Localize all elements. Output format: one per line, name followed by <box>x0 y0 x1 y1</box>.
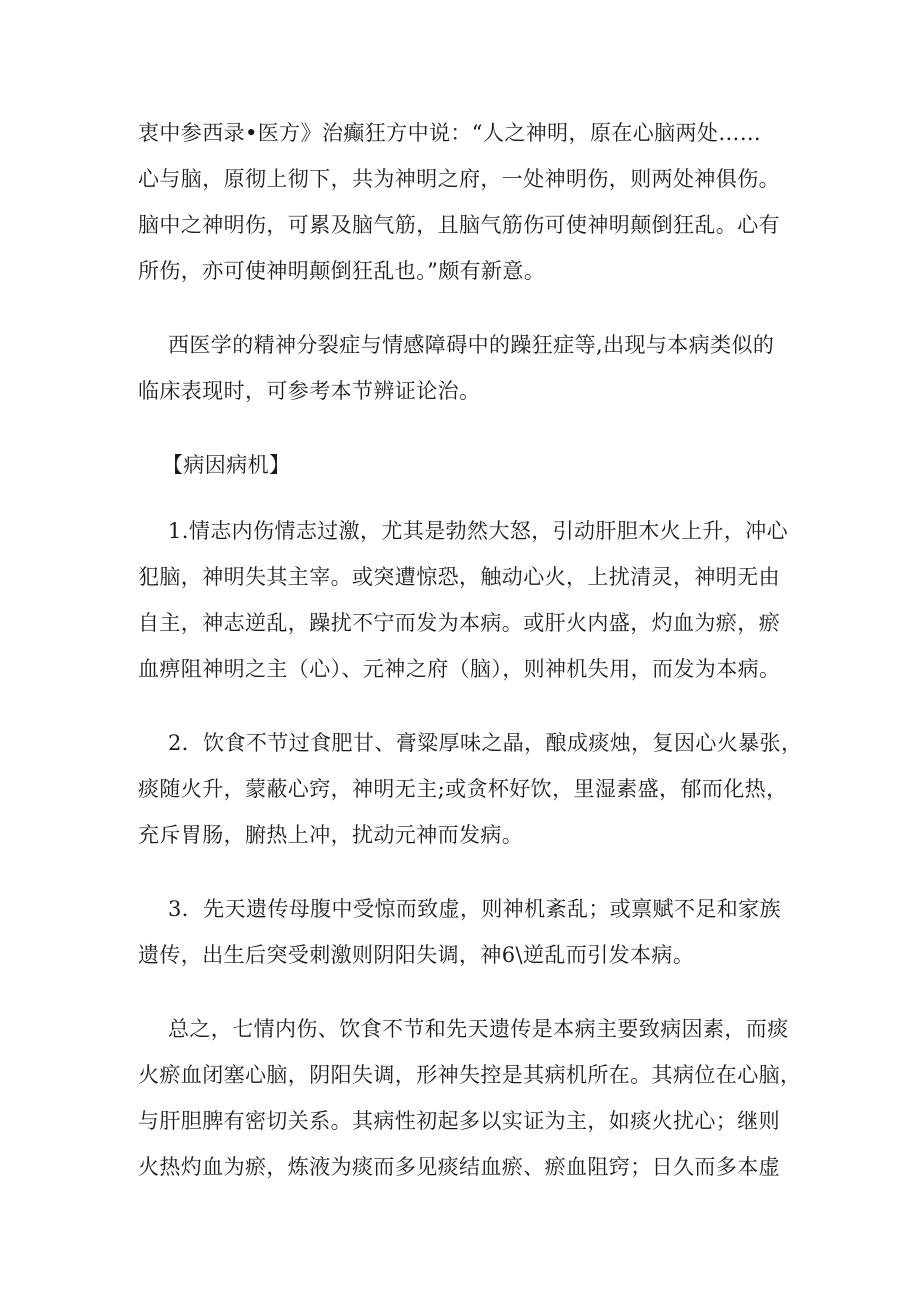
paragraph-1-line-3: 脑中之神明伤，可累及脑气筋，且脑气筋伤可使神明颠倒狂乱。心有 <box>138 213 780 237</box>
paragraph-6-line-1: 总之，七情内伤、饮食不节和先天遗传是本病主要致病因素，而痰 <box>168 1017 789 1041</box>
paragraph-2-line-1: 西医学的精神分裂症与情感障碍中的躁狂症等,出现与本病类似的 <box>168 333 775 357</box>
paragraph-6-line-4: 火热灼血为瘀，炼液为痰而多见痰结血瘀、瘀血阻窍；日久而多本虚 <box>138 1155 780 1179</box>
paragraph-3-line-3: 自主，神志逆乱，躁扰不宁而发为本病。或肝火内盛，灼血为瘀，瘀 <box>138 611 780 635</box>
section-heading: 【病因病机】 <box>162 453 291 477</box>
paragraph-2-line-2: 临床表现时，可参考本节辨证论治。 <box>138 379 481 403</box>
paragraph-3-line-2: 犯脑，神明失其主宰。或突遭惊恐，触动心火，上扰清灵，神明无由 <box>138 565 780 589</box>
paragraph-4-line-3: 充斥胃肠，腑热上冲，扰动元神而发病。 <box>138 823 524 847</box>
paragraph-4-line-1: 2．饮食不节过食肥甘、膏粱厚味之晶，酿成痰烛，复因心火暴张， <box>168 731 803 755</box>
paragraph-1-line-2: 心与脑，原彻上彻下，共为神明之府，一处神明伤，则两处神俱伤。 <box>138 167 780 191</box>
paragraph-1-line-1: 衷中参西录•医方》治癫狂方中说：“人之神明，原在心脑两处…… <box>138 121 762 145</box>
paragraph-6-line-3: 与肝胆脾有密切关系。其病性初起多以实证为主，如痰火扰心；继则 <box>138 1109 780 1133</box>
paragraph-1-line-4: 所伤，亦可使神明颠倒狂乱也。”颇有新意。 <box>138 259 546 283</box>
paragraph-4-line-2: 痰随火升，蒙蔽心窍，神明无主;或贪杯好饮，里湿素盛，郁而化热， <box>138 777 788 801</box>
paragraph-3-line-4: 血痹阻神明之主（心）、元神之府（脑），则神机失用，而发为本病。 <box>138 657 781 681</box>
paragraph-6-line-2: 火瘀血闭塞心脑，阴阳失调，形神失控是其病机所在。其病位在心脑， <box>138 1063 802 1087</box>
paragraph-5-line-2: 遗传，出生后突受刺激则阴阳失调，神6\逆乱而引发本病。 <box>138 943 695 967</box>
paragraph-5-line-1: 3．先天遗传母腹中受惊而致虚，则神机紊乱；或禀赋不足和家族 <box>168 897 781 921</box>
paragraph-3-line-1: 1.情志内伤情志过激，尤其是勃然大怒，引动肝胆木火上升，冲心 <box>168 519 789 543</box>
